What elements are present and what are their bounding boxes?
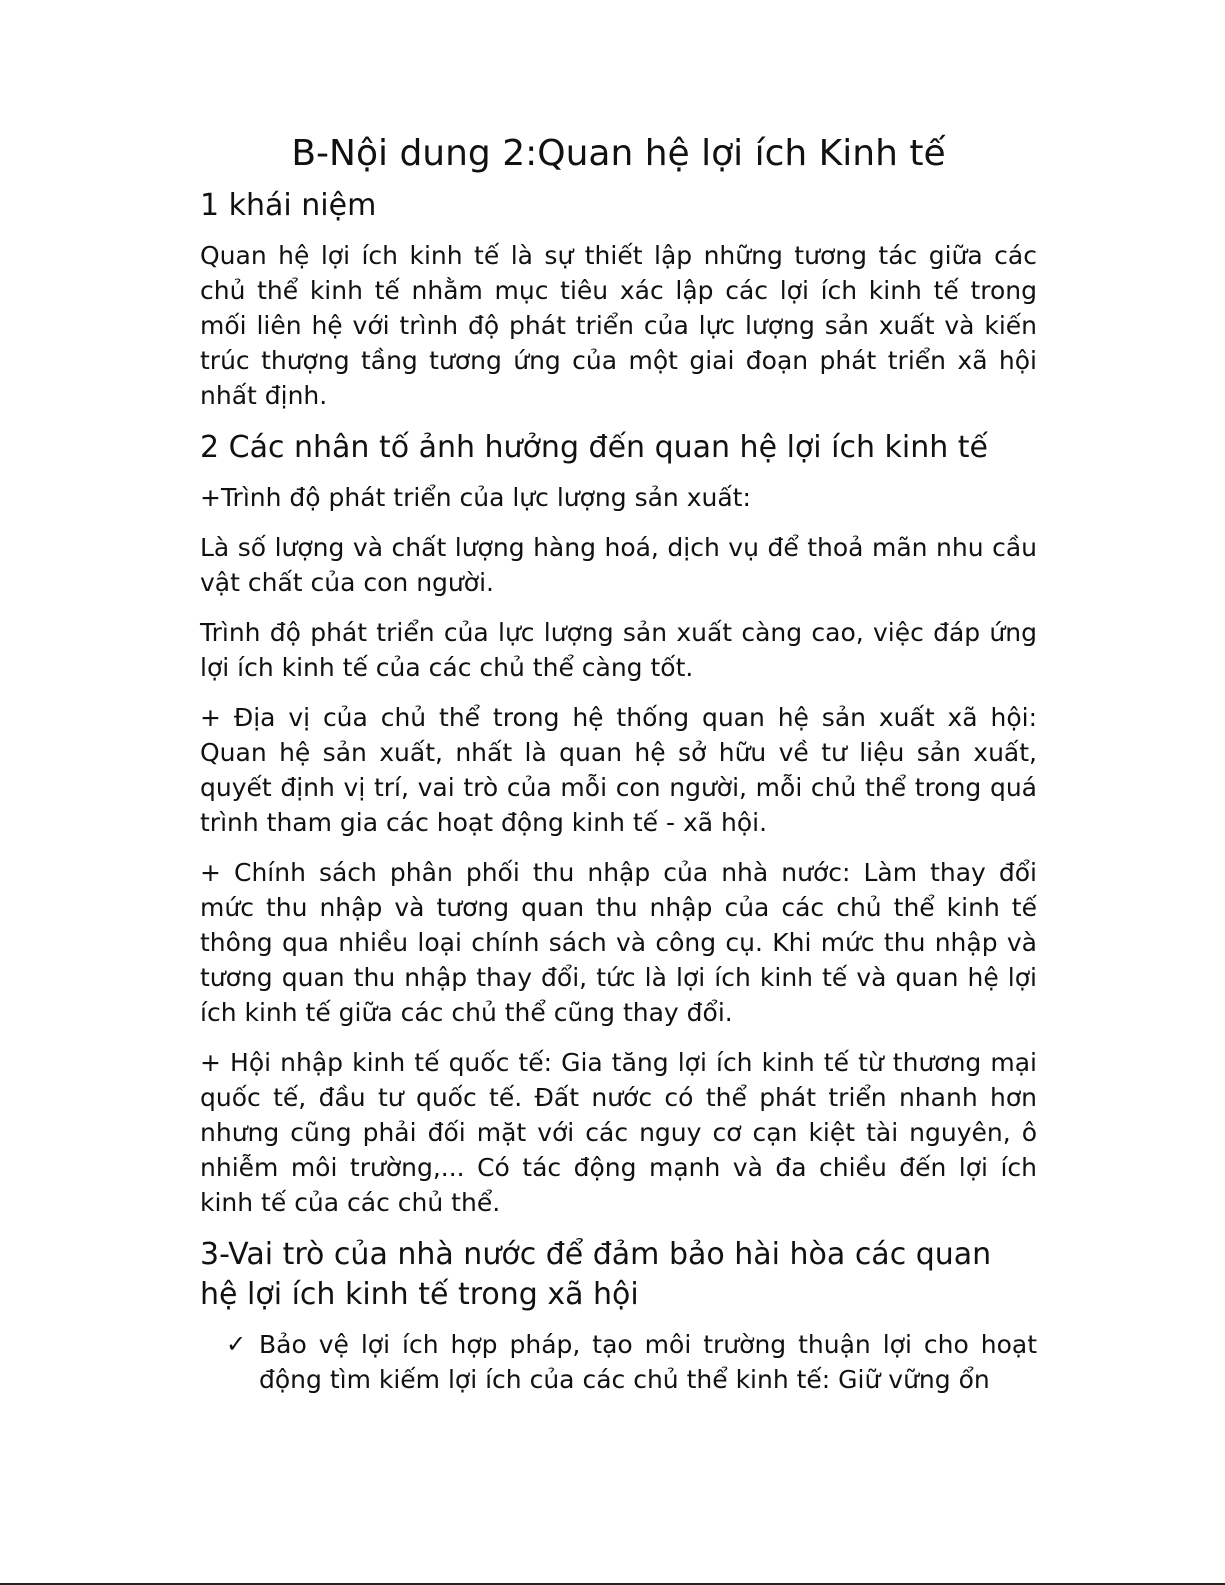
paragraph-factor-income-policy: + Chính sách phân phối thu nhập của nhà nước: Làm thay đổi mức thu nhập và tương quan thu nhập của các chủ thể kinh tế thông qua nhiều loại chính sách và công cụ. Khi mức thu nhập và tương quan thu nhập thay đổi, tức là lợi ích kinh tế và quan hệ lợi ích kinh tế giữa các chủ thể cũng thay đổi. [200,858,1037,1027]
document-body [200,128,1037,1397]
section-heading-concept: 1 khái niệm [200,188,377,223]
section-heading-state-role: 3-Vai trò của nhà nước để đảm bảo hài hòa các quan hệ lợi ích kinh tế trong xã hội [200,1237,992,1312]
list-item-text: Bảo vệ lợi ích hợp pháp, tạo môi trường thuận lợi cho hoạt động tìm kiếm lợi ích của các chủ thể kinh tế: Giữ vững ổn [259,1330,1037,1394]
paragraph-productive-forces-definition: Là số lượng và chất lượng hàng hoá, dịch vụ để thoả mãn nhu cầu vật chất của con người. [200,533,1037,597]
paragraph-factor-production-relations: + Địa vị của chủ thể trong hệ thống quan hệ sản xuất xã hội: Quan hệ sản xuất, nhất là quan hệ sở hữu về tư liệu sản xuất, quyết định vị trí, vai trò của mỗi con người, mỗi chủ thể trong quá trình tham gia các hoạt động kinh tế - xã hội. [200,703,1037,837]
paragraph-productive-forces-effect: Trình độ phát triển của lực lượng sản xuất càng cao, việc đáp ứng lợi ích kinh tế của các chủ thể càng tốt. [200,618,1037,682]
paragraph-concept-definition: Quan hệ lợi ích kinh tế là sự thiết lập những tương tác giữa các chủ thể kinh tế nhằm mục tiêu xác lập các lợi ích kinh tế trong mối liên hệ với trình độ phát triển của lực lượng sản xuất và kiến trúc thượng tầng tương ứng của một giai đoạn phát triển xã hội nhất định. [200,241,1037,410]
paragraph-factor-productive-forces: +Trình độ phát triển của lực lượng sản xuất: [200,483,751,512]
paragraph-factor-integration: + Hội nhập kinh tế quốc tế: Gia tăng lợi ích kinh tế từ thương mại quốc tế, đầu tư quốc tế. Đất nước có thể phát triển nhanh hơn nhưng cũng phải đối mặt với các nguy cơ cạn kiệt tài nguyên, ô nhiễm môi trường,... Có tác động mạnh và đa chiều đến lợi ích kinh tế của các chủ thể. [200,1048,1037,1217]
state-role-checklist [200,1327,1037,1397]
checkmark-icon: ✓ [226,1330,247,1358]
section-heading-factors: 2 Các nhân tố ảnh hưởng đến quan hệ lợi ích kinh tế [200,430,988,465]
document-title: B-Nội dung 2:Quan hệ lợi ích Kinh tế [291,133,946,174]
list-item [200,1327,1037,1397]
